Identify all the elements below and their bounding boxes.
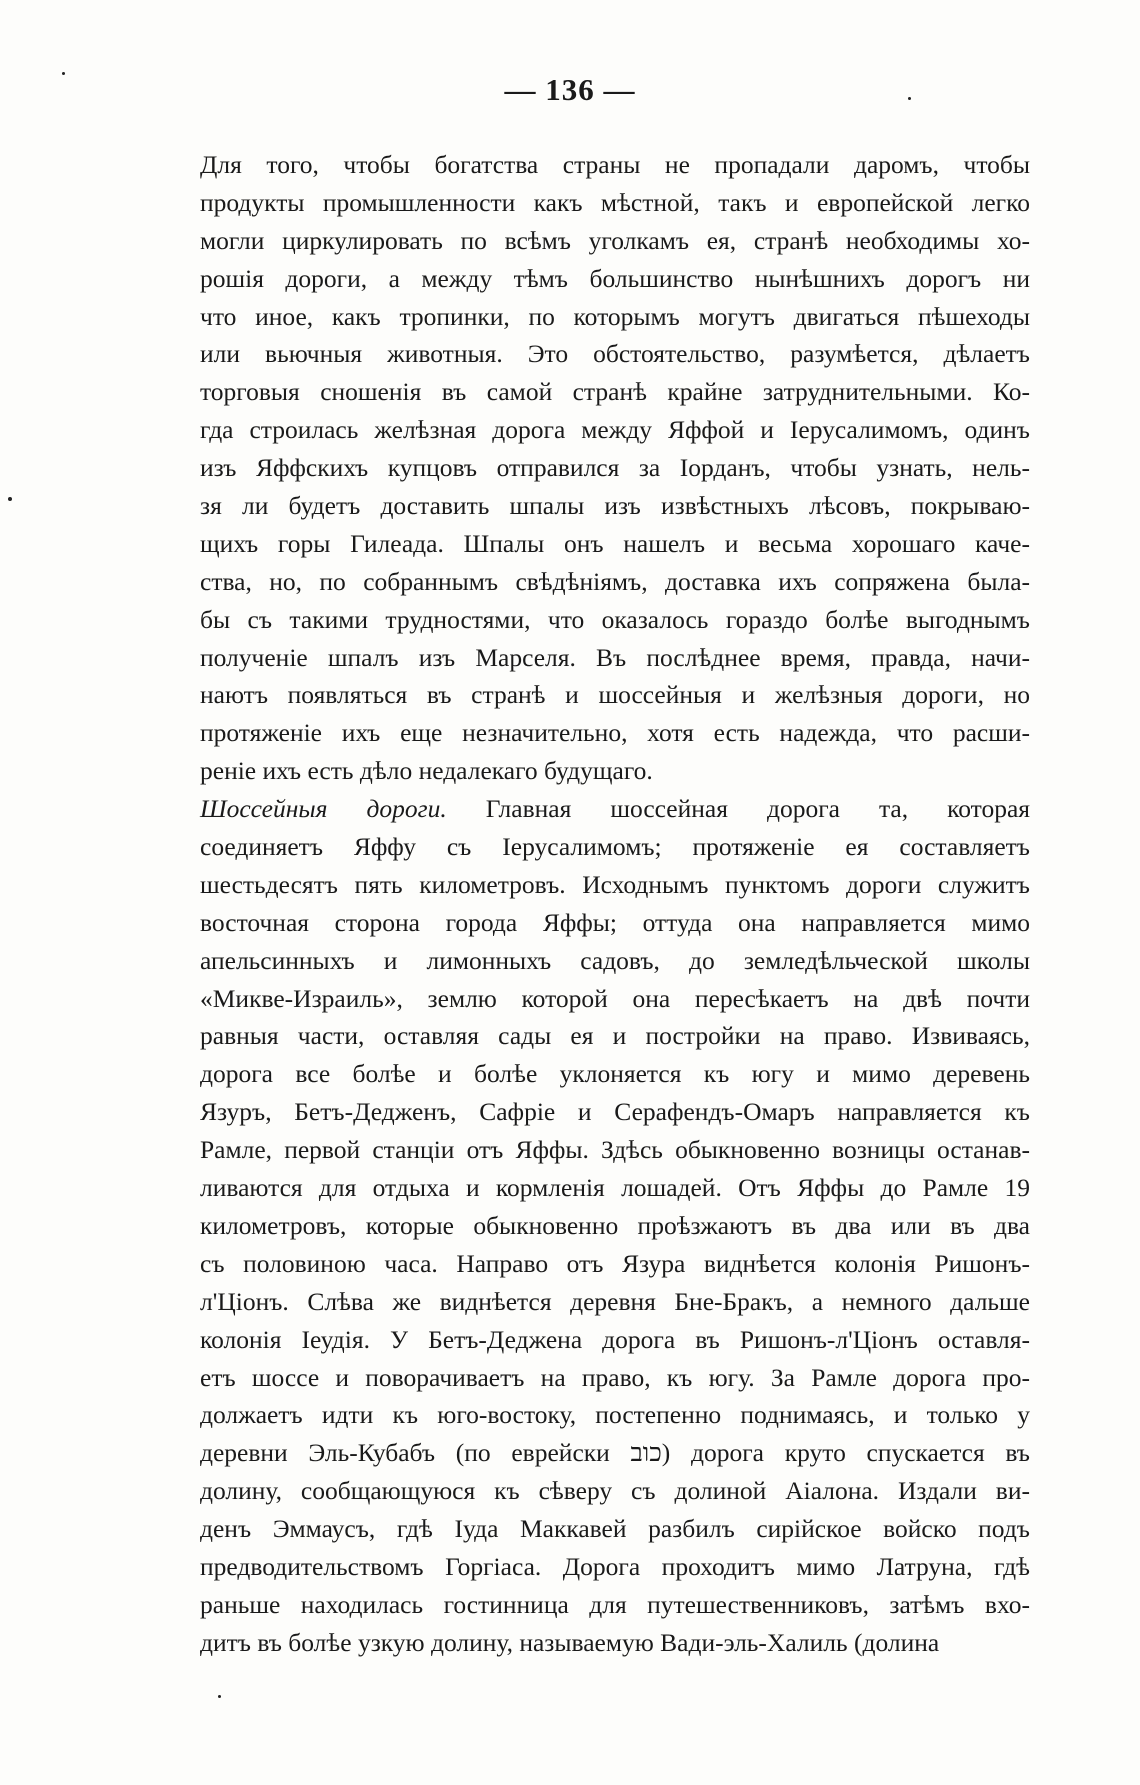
text-line: шестьдесятъ пять километровъ. Исходнымъ пунктомъ дороги служитъ [200, 869, 1030, 899]
text-line: зя ли будетъ доставить шпалы изъ извѣстныхъ лѣсовъ, покрываю- [200, 491, 1030, 521]
text-line: съ половиною часа. Направо отъ Язура виднѣется колонія Ришонъ- [200, 1248, 1030, 1278]
text-line: л'Ціонъ. Слѣва же виднѣется деревня Бне-Бракъ, а немного дальше [200, 1286, 1030, 1316]
text-line: что иное, какъ тропинки, по которымъ могутъ двигаться пѣшеходы [200, 301, 1030, 331]
text-line: реніе ихъ есть дѣло недалекаго будущаго. [200, 756, 653, 786]
text-line: или вьючныя животныя. Это обстоятельство, разумѣется, дѣлаетъ [200, 339, 1030, 369]
text-line: полученіе шпалъ изъ Марселя. Въ послѣднее время, правда, начи- [200, 642, 1030, 672]
text-line: рошія дороги, а между тѣмъ большинство нынѣшнихъ дорогъ ни [200, 263, 1030, 293]
text-line: равныя части, оставляя сады ея и постройки на право. Извиваясь, [200, 1021, 1030, 1051]
text-line: етъ шоссе и поворачиваетъ на право, къ югу. За Рамле дорога про- [200, 1362, 1030, 1392]
text-line: изъ Яффскихъ купцовъ отправился за Іорданъ, чтобы узнать, нель- [200, 453, 1030, 483]
text-line: протяженіе ихъ еще незначительно, хотя есть надежда, что расши- [200, 718, 1030, 748]
text-line: наютъ появляться въ странѣ и шоссейныя и желѣзныя дороги, но [200, 680, 1030, 710]
text-line: соединяетъ Яффу съ Іерусалимомъ; протяженіе ея составляетъ [200, 832, 1030, 862]
paragraph-1 [200, 146, 1030, 790]
text-line: продукты промышленности какъ мѣстной, такъ и европейской легко [200, 187, 1030, 217]
paragraph-2 [200, 790, 1030, 1661]
text-line: ства, но, по собраннымъ свѣдѣніямъ, доставка ихъ сопряжена была- [200, 566, 1030, 596]
text-line-rest: Главная шоссейная дорога та, которая [485, 794, 1030, 824]
text-line: Для того, чтобы богатства страны не пропадали даромъ, чтобы [200, 150, 1030, 179]
text-line: апельсинныхъ и лимонныхъ садовъ, до земледѣльческой школы [200, 945, 1030, 975]
text-line: раньше находилась гостинница для путешественниковъ, затѣмъ вхо- [200, 1589, 1030, 1619]
text-line: дитъ въ болѣе узкую долину, называемую Вади-эль-Халиль (долина [200, 1627, 940, 1657]
text-line: гда строилась желѣзная дорога между Яффой и Іерусалимомъ, одинъ [200, 415, 1030, 445]
text-line: бы съ такими трудностями, что оказалось гораздо болѣе выгоднымъ [200, 604, 1030, 634]
section-heading: Шоссейныя дороги. [200, 794, 447, 824]
text-line-with-heading [200, 790, 1030, 828]
text-line: дорога все болѣе и болѣе уклоняется къ югу и мимо деревень [200, 1059, 1030, 1089]
scan-speck [62, 72, 65, 75]
text-line: километровъ, которые обыкновенно проѣзжаютъ въ два или въ два [200, 1210, 1030, 1240]
text-line: могли циркулировать по всѣмъ уголкамъ ея, странѣ необходимы хо- [200, 225, 1030, 255]
text-line: Язуръ, Бетъ-Дедженъ, Сафріе и Серафендъ-Омаръ направляется къ [200, 1097, 1030, 1127]
text-line: денъ Эммаусъ, гдѣ Іуда Маккавей разбилъ сирійское войско подъ [200, 1514, 1030, 1544]
scan-speck [8, 497, 12, 501]
text-line: ливаются для отдыха и кормленія лошадей. Отъ Яффы до Рамле 19 [200, 1173, 1030, 1203]
text-line: щихъ горы Гилеада. Шпалы онъ нашелъ и весьма хорошаго каче- [200, 528, 1030, 558]
text-line: колонія Іеудія. У Бетъ-Дедженa дорога въ Ришонъ-л'Ціонъ оставля- [200, 1324, 1030, 1354]
text-line: торговыя сношенія въ самой странѣ крайне затруднительными. Ко- [200, 377, 1030, 407]
scan-speck [908, 97, 911, 100]
text-line: восточная сторона города Яффы; оттуда она направляется мимо [200, 907, 1030, 937]
text-line: должаетъ идти къ юго-востоку, постепенно поднимаясь, и только у [200, 1400, 1030, 1430]
text-line: деревни Эль-Кубабъ (по еврейски כוב) дорога круто спускается въ [200, 1438, 1030, 1468]
scan-speck [218, 1695, 221, 1698]
text-line: Рамле, первой станціи отъ Яффы. Здѣсь обыкновенно возницы останав- [200, 1135, 1030, 1165]
text-line: предводительствомъ Горгіаса. Дорога проходитъ мимо Латруна, гдѣ [200, 1551, 1030, 1581]
page-number: — 136 — [504, 72, 636, 107]
text-line: долину, сообщающуюся къ сѣверу съ долиной Аіалона. Издали ви- [200, 1476, 1030, 1506]
body-text [200, 146, 1030, 1662]
text-line: «Микве-Израиль», землю которой она пересѣкаетъ на двѣ почти [200, 983, 1030, 1013]
